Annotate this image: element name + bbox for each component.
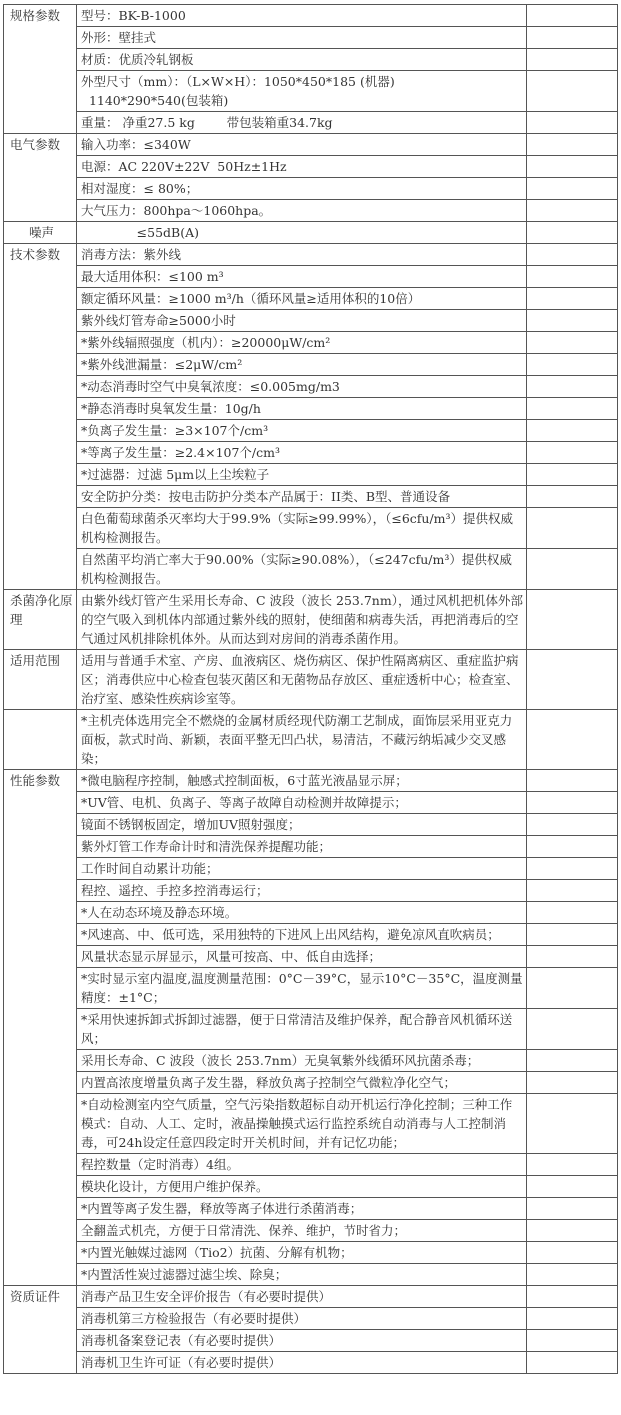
empty-cell: [527, 902, 618, 924]
table-row: [4, 1198, 618, 1220]
table-row: [4, 5, 618, 27]
empty-cell: [527, 549, 618, 590]
empty-cell: [527, 222, 618, 244]
table-row: [4, 266, 618, 288]
spec-value: 消毒产品卫生安全评价报告（有必要时提供）: [77, 1286, 527, 1308]
spec-value: 额定循环风量：≥1000 m³/h（循环风量≥适用体积的10倍）: [77, 288, 527, 310]
table-row: [4, 549, 618, 590]
table-row: [4, 354, 618, 376]
category-label: 资质证件: [4, 1286, 77, 1374]
empty-cell: [527, 5, 618, 27]
empty-cell: [527, 376, 618, 398]
table-row: [4, 814, 618, 836]
spec-value: 安全防护分类：按电击防护分类本产品属于：II类、B型、普通设备: [77, 486, 527, 508]
spec-value: *主机壳体选用完全不燃烧的金属材质经现代防潮工艺制成，面饰层采用亚克力面板，款式时尚、新颖，表面平整无凹凸状，易清洁，不藏污纳垢减少交叉感染；: [77, 710, 527, 770]
spec-value: *内置等离子发生器，释放等离子体进行杀菌消毒；: [77, 1198, 527, 1220]
spec-table: [3, 4, 618, 1374]
spec-value: 适用与普通手术室、产房、血液病区、烧伤病区、保护性隔离病区、重症监护病区；消毒供应中心检查包装灭菌区和无菌物品存放区、重症透析中心；检查室、治疗室、感染性疾病诊室等。: [77, 650, 527, 710]
table-row: [4, 398, 618, 420]
empty-cell: [527, 1330, 618, 1352]
empty-cell: [527, 508, 618, 549]
empty-cell: [527, 464, 618, 486]
empty-cell: [527, 486, 618, 508]
spec-value: 消毒机第三方检验报告（有必要时提供）: [77, 1308, 527, 1330]
category-label: 杀菌净化原理: [4, 590, 77, 650]
empty-cell: [527, 1220, 618, 1242]
table-row: [4, 310, 618, 332]
spec-value: *动态消毒时空气中臭氧浓度：≤0.005mg/m3: [77, 376, 527, 398]
spec-value: *紫外线辐照强度（机内）：≥20000μW/cm²: [77, 332, 527, 354]
spec-value: *过滤器：过滤 5μm以上尘埃粒子: [77, 464, 527, 486]
table-row: [4, 1176, 618, 1198]
empty-cell: [527, 1094, 618, 1154]
spec-value: 材质：优质冷轧钢板: [77, 49, 527, 71]
category-label: 电气参数: [4, 134, 77, 222]
table-row: [4, 376, 618, 398]
spec-value: 相对湿度：≤ 80%；: [77, 178, 527, 200]
empty-cell: [527, 1072, 618, 1094]
spec-value: *采用快速拆卸式拆卸过滤器，便于日常清洁及维护保养，配合静音风机循环送风；: [77, 1009, 527, 1050]
empty-cell: [527, 880, 618, 902]
empty-cell: [527, 770, 618, 792]
table-row: [4, 1286, 618, 1308]
category-label: 规格参数: [4, 5, 77, 134]
spec-value: 消毒方法：紫外线: [77, 244, 527, 266]
empty-cell: [527, 49, 618, 71]
spec-value: ≤55dB(A): [77, 222, 527, 244]
spec-value: 内置高浓度增量负离子发生器，释放负离子控制空气微粒净化空气；: [77, 1072, 527, 1094]
table-row: [4, 924, 618, 946]
empty-cell: [527, 1308, 618, 1330]
category-label: 噪声: [4, 222, 77, 244]
empty-cell: [527, 332, 618, 354]
table-row: [4, 1050, 618, 1072]
table-row: [4, 49, 618, 71]
spec-value: 紫外灯管工作寿命计时和清洗保养提醒功能；: [77, 836, 527, 858]
empty-cell: [527, 310, 618, 332]
table-row: [4, 71, 618, 112]
empty-cell: [527, 968, 618, 1009]
empty-cell: [527, 200, 618, 222]
spec-value: 程控、遥控、手控多控消毒运行；: [77, 880, 527, 902]
spec-value: 消毒机备案登记表（有必要时提供）: [77, 1330, 527, 1352]
table-row: [4, 156, 618, 178]
empty-cell: [527, 442, 618, 464]
spec-value: 镜面不锈钢板固定，增加UV照射强度；: [77, 814, 527, 836]
table-row: [4, 1094, 618, 1154]
spec-value: 最大适用体积：≤100 m³: [77, 266, 527, 288]
empty-cell: [527, 946, 618, 968]
table-row: [4, 244, 618, 266]
table-row: [4, 902, 618, 924]
table-row: [4, 880, 618, 902]
table-row: [4, 486, 618, 508]
table-row: [4, 1242, 618, 1264]
spec-value: 外型尺寸（mm）：（L×W×H）：1050*450*185 (机器) 1140*290*540(包装箱): [77, 71, 527, 112]
spec-value: 白色葡萄球菌杀灭率均大于99.9%（实际≥99.99%），（≤6cfu/m³）提供权威机构检测报告。: [77, 508, 527, 549]
empty-cell: [527, 836, 618, 858]
table-row: [4, 770, 618, 792]
table-row: [4, 1154, 618, 1176]
spec-value: 风量状态显示屏显示，风量可按高、中、低自由选择；: [77, 946, 527, 968]
spec-value: *负离子发生量：≥3×107个/cm³: [77, 420, 527, 442]
category-label: 性能参数: [4, 770, 77, 1286]
table-row: [4, 1330, 618, 1352]
empty-cell: [527, 650, 618, 710]
table-row: [4, 27, 618, 49]
empty-cell: [527, 71, 618, 112]
spec-value: *实时显示室内温度,温度测量范围：0°C－39°C，显示10°C－35°C，温度测量精度：±1°C；: [77, 968, 527, 1009]
spec-value: *风速高、中、低可选，采用独特的下进风上出风结构，避免凉风直吹病员；: [77, 924, 527, 946]
table-row: [4, 710, 618, 770]
spec-value: 型号：BK-B-1000: [77, 5, 527, 27]
empty-cell: [527, 1352, 618, 1374]
empty-cell: [527, 1154, 618, 1176]
table-row: [4, 1009, 618, 1050]
spec-value: 电源：AC 220V±22V 50Hz±1Hz: [77, 156, 527, 178]
empty-cell: [527, 1242, 618, 1264]
table-row: [4, 792, 618, 814]
spec-value: 全翻盖式机壳，方便于日常清洗、保养、维护，节时省力；: [77, 1220, 527, 1242]
empty-cell: [527, 792, 618, 814]
category-label: 适用范围: [4, 650, 77, 710]
table-row: [4, 650, 618, 710]
table-row: [4, 442, 618, 464]
empty-cell: [527, 710, 618, 770]
table-row: [4, 1352, 618, 1374]
empty-cell: [527, 134, 618, 156]
empty-cell: [527, 354, 618, 376]
empty-cell: [527, 288, 618, 310]
category-label: [4, 710, 77, 770]
table-row: [4, 858, 618, 880]
spec-value: 消毒机卫生许可证（有必要时提供）: [77, 1352, 527, 1374]
empty-cell: [527, 590, 618, 650]
table-row: [4, 968, 618, 1009]
spec-value: *人在动态环境及静态环境。: [77, 902, 527, 924]
spec-value: *自动检测室内空气质量，空气污染指数超标自动开机运行净化控制；三种工作模式：自动、人工、定时，液晶操触摸式运行监控系统自动消毒与人工控制消毒，可24h设定任意四段定时开关机时间，并有记忆功能；: [77, 1094, 527, 1154]
spec-value: *等离子发生量：≥2.4×107个/cm³: [77, 442, 527, 464]
empty-cell: [527, 112, 618, 134]
table-row: [4, 332, 618, 354]
table-row: [4, 200, 618, 222]
spec-table-body: [4, 5, 618, 1374]
spec-value: *紫外线泄漏量：≤2μW/cm²: [77, 354, 527, 376]
empty-cell: [527, 924, 618, 946]
table-row: [4, 836, 618, 858]
spec-value: *微电脑程序控制，触感式控制面板，6寸蓝光液晶显示屏；: [77, 770, 527, 792]
empty-cell: [527, 1198, 618, 1220]
table-row: [4, 178, 618, 200]
spec-value: 紫外线灯管寿命≥5000小时: [77, 310, 527, 332]
category-label: 技术参数: [4, 244, 77, 590]
table-row: [4, 222, 618, 244]
spec-value: *静态消毒时臭氧发生量：10g/h: [77, 398, 527, 420]
empty-cell: [527, 1286, 618, 1308]
table-row: [4, 134, 618, 156]
empty-cell: [527, 814, 618, 836]
table-row: [4, 1264, 618, 1286]
spec-value: 模块化设计，方便用户维护保养。: [77, 1176, 527, 1198]
spec-value: 重量： 净重27.5 kg 带包装箱重34.7kg: [77, 112, 527, 134]
spec-value: 输入功率：≤340W: [77, 134, 527, 156]
table-row: [4, 1308, 618, 1330]
spec-value: 程控数量（定时消毒）4组。: [77, 1154, 527, 1176]
table-row: [4, 508, 618, 549]
empty-cell: [527, 1050, 618, 1072]
empty-cell: [527, 398, 618, 420]
spec-value: *内置光触媒过滤网（Tio2）抗菌、分解有机物；: [77, 1242, 527, 1264]
empty-cell: [527, 858, 618, 880]
spec-value: 采用长寿命、C 波段（波长 253.7nm）无臭氧紫外线循环风抗菌杀毒；: [77, 1050, 527, 1072]
empty-cell: [527, 420, 618, 442]
spec-value: 工作时间自动累计功能；: [77, 858, 527, 880]
spec-value: *UV管、电机、负离子、等离子故障自动检测并故障提示；: [77, 792, 527, 814]
table-row: [4, 112, 618, 134]
table-row: [4, 1072, 618, 1094]
empty-cell: [527, 1176, 618, 1198]
spec-value: 大气压力：800hpa～1060hpa。: [77, 200, 527, 222]
table-row: [4, 946, 618, 968]
empty-cell: [527, 178, 618, 200]
spec-value: 由紫外线灯管产生采用长寿命、C 波段（波长 253.7nm），通过风机把机体外部的空气吸入到机体内部通过紫外线的照射，使细菌和病毒失活，再把消毒后的空气通过风机排除机体外。从而达到对房间的消毒杀菌作用。: [77, 590, 527, 650]
table-row: [4, 590, 618, 650]
table-row: [4, 288, 618, 310]
empty-cell: [527, 1009, 618, 1050]
empty-cell: [527, 156, 618, 178]
empty-cell: [527, 1264, 618, 1286]
table-row: [4, 464, 618, 486]
spec-value: *内置活性炭过滤器过滤尘埃、除臭；: [77, 1264, 527, 1286]
table-row: [4, 1220, 618, 1242]
empty-cell: [527, 266, 618, 288]
table-row: [4, 420, 618, 442]
spec-value: 外形：壁挂式: [77, 27, 527, 49]
spec-value: 自然菌平均消亡率大于90.00%（实际≥90.08%），（≤247cfu/m³）提供权威机构检测报告。: [77, 549, 527, 590]
empty-cell: [527, 244, 618, 266]
empty-cell: [527, 27, 618, 49]
